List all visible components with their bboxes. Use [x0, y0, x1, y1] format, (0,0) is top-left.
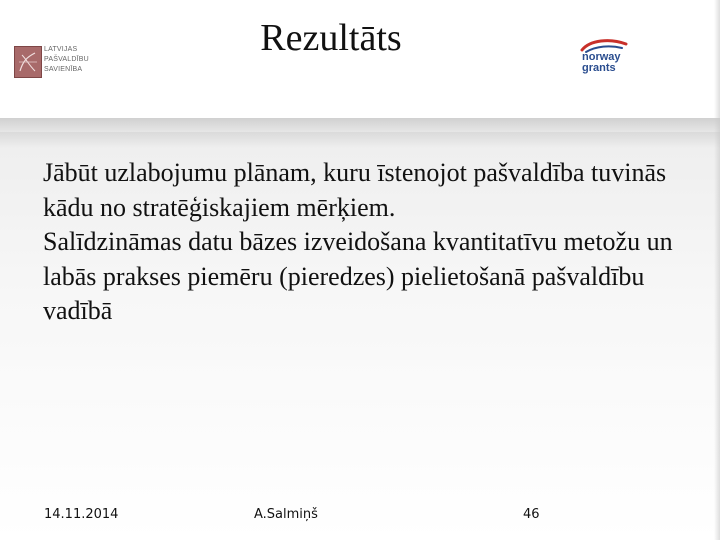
body-paragraph: Jābūt uzlabojumu plānam, kuru īstenojot pašvaldība tuvinās kādu no stratēģiskajiem mērķiem. — [43, 158, 667, 222]
footer-date: 14.11.2014 — [44, 507, 119, 522]
norway-grants-text — [582, 52, 621, 74]
footer-page-number: 46 — [523, 507, 540, 522]
lps-logo-line: SAVIENĪBA — [44, 66, 83, 73]
header-shadow — [0, 118, 720, 148]
norway-grants-line2: grants — [582, 62, 616, 74]
right-edge-shade — [714, 0, 720, 540]
slide-title: Rezultāts — [260, 17, 402, 59]
body-paragraph: Salīdzināmas datu bāzes izveidošana kvantitatīvu metožu un labās prakses piemēru (pieredzes) pielietošanā pašvaldību vadībā — [43, 227, 673, 325]
norway-grants-logo — [576, 38, 636, 82]
lps-logo-line: LATVIJAS — [44, 46, 78, 53]
norway-grants-line1: norway — [582, 51, 621, 63]
lps-logo-line: PAŠVALDĪBU — [44, 56, 89, 63]
slide-body — [43, 156, 693, 329]
footer-author: A.Salmiņš — [254, 507, 318, 522]
